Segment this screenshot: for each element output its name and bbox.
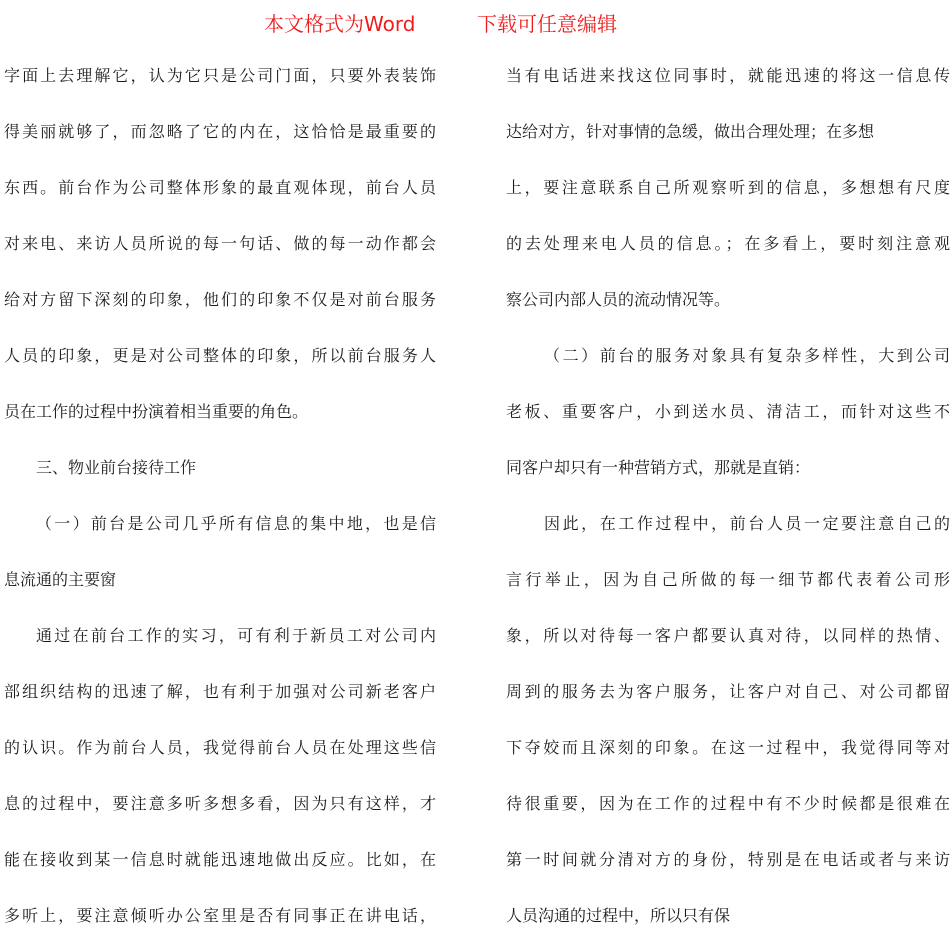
text-line: 的认识。作为前台人员，我觉得前台人员在处理这些信 — [4, 738, 436, 757]
right-text-column — [506, 48, 950, 944]
header-download-note: 下载可任意编辑 — [477, 12, 617, 36]
text-line: 达给对方，针对事情的急缓，做出合理处理；在多想 — [506, 122, 875, 141]
text-line: 息的过程中，要注意多听多想多看，因为只有这样，才 — [4, 794, 436, 813]
text-line: 察公司内部人员的流动情况等。 — [506, 290, 731, 309]
section-heading: 三、物业前台接待工作 — [36, 458, 197, 477]
text-line: 通过在前台工作的实习，可有利于新员工对公司内 — [36, 626, 436, 645]
text-line: 象，所以对待每一客户都要认真对待，以同样的热情、 — [506, 626, 950, 645]
text-line: 言行举止，因为自己所做的每一细节都代表着公司形 — [506, 570, 950, 589]
text-line: （二）前台的服务对象具有复杂多样性，大到公司 — [544, 346, 950, 365]
text-line: 因此，在工作过程中，前台人员一定要注意自己的 — [544, 514, 950, 533]
left-text-column — [4, 48, 436, 944]
text-line: 下夺姣而且深刻的印象。在这一过程中，我觉得同等对 — [506, 738, 950, 757]
text-line: 字面上去理解它，认为它只是公司门面，只要外表装饰 — [4, 66, 436, 85]
text-line: 待很重要，因为在工作的过程中有不少时候都是很难在 — [506, 794, 950, 813]
text-line: 能在接收到某一信息时就能迅速地做出反应。比如，在 — [4, 850, 436, 869]
text-line: 多听上，要注意倾听办公室里是否有同事正在讲电话， — [4, 906, 436, 925]
header-format-note: 本文格式为Word — [264, 12, 416, 36]
text-line: 给对方留下深刻的印象，他们的印象不仅是对前台服务 — [4, 290, 436, 309]
text-line: 部组织结构的迅速了解，也有利于加强对公司新老客户 — [4, 682, 436, 701]
text-line: （一）前台是公司几乎所有信息的集中地，也是信 — [36, 514, 436, 533]
text-line: 对来电、来访人员所说的每一句话、做的每一动作都会 — [4, 234, 436, 253]
text-line: 同客户却只有一种营销方式，那就是直销： — [506, 458, 811, 477]
text-line: 周到的服务去为客户服务，让客户对自己、对公司都留 — [506, 682, 950, 701]
text-line: 老板、重要客户，小到送水员、清洁工，而针对这些不 — [506, 402, 950, 421]
text-line: 当有电话进来找这位同事时，就能迅速的将这一信息传 — [506, 66, 950, 85]
text-line: 的去处理来电人员的信息。；在多看上，要时刻注意观 — [506, 234, 950, 253]
text-line: 上，要注意联系自己所观察听到的信息，多想想有尺度 — [506, 178, 950, 197]
text-line: 人员沟通的过程中，所以只有保 — [506, 906, 731, 925]
text-line: 息流通的主要窗 — [4, 570, 117, 589]
text-line: 东西。前台作为公司整体形象的最直观体现，前台人员 — [4, 178, 436, 197]
text-line: 第一时间就分清对方的身份，特别是在电话或者与来访 — [506, 850, 950, 869]
text-line: 员在工作的过程中扮演着相当重要的角色。 — [4, 402, 309, 421]
text-line: 得美丽就够了，而忽略了它的内在，这恰恰是最重要的 — [4, 122, 436, 141]
text-line: 人员的印象，更是对公司整体的印象，所以前台服务人 — [4, 346, 436, 365]
page-header — [0, 8, 950, 38]
